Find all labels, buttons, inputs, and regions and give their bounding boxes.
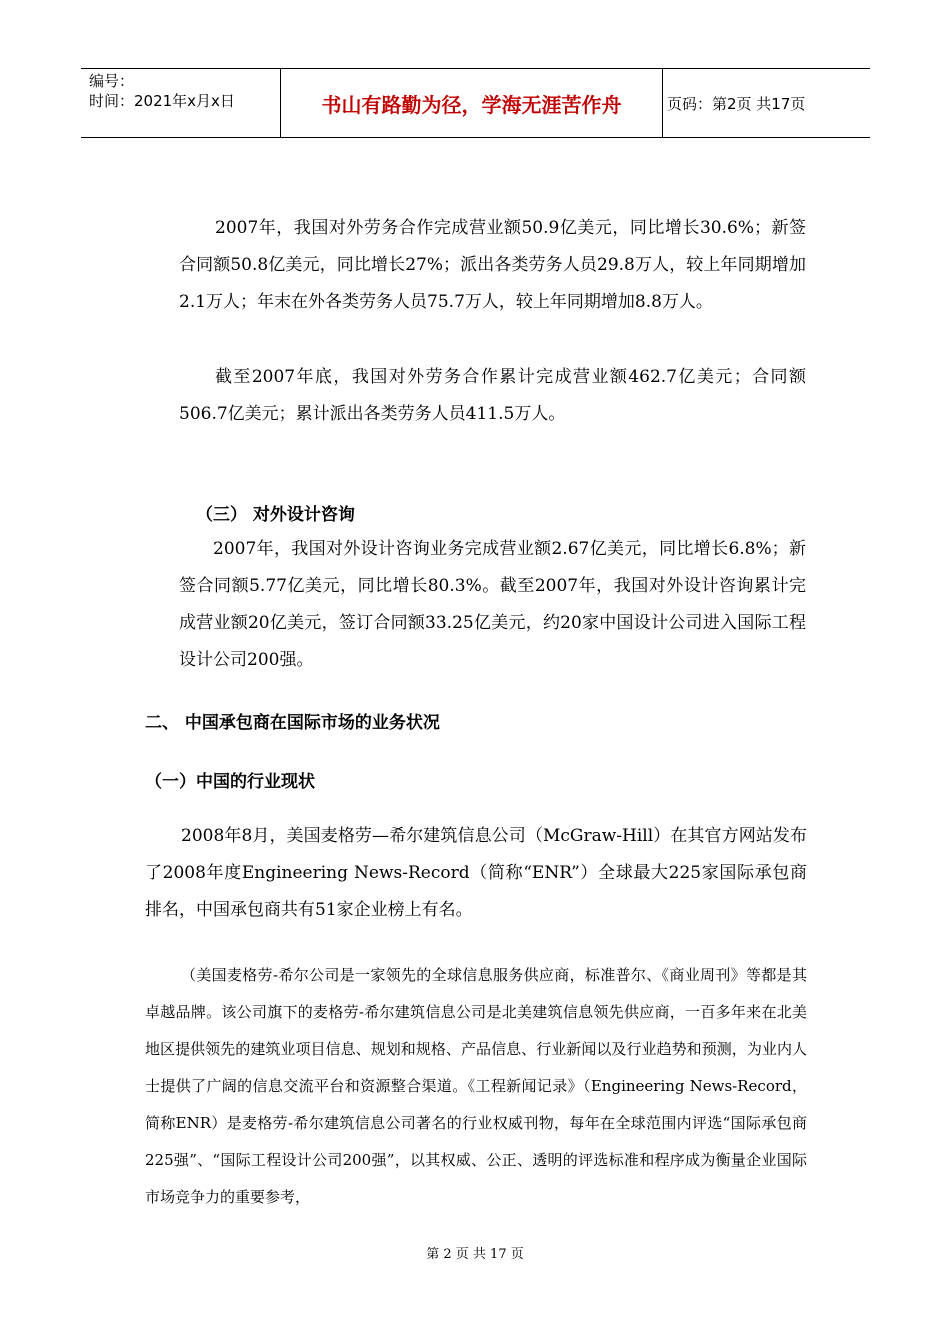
section-2-paragraph: 2008年8月，美国麦格劳—希尔建筑信息公司（McGraw-Hill）在其官方网站发布了2008年度Engineering News-Record（简称“ENR”）全球最大225家国际承包商排名，中国承包商共有51家企业榜上有名。 [145, 826, 807, 920]
document-number-label: 编号： [89, 72, 135, 90]
header-page-label: 页码：第2页 共17页 [667, 94, 806, 113]
mcgraw-hill-note: （美国麦格劳-希尔公司是一家领先的全球信息服务供应商，标准普尔、《商业周刊》等都是其卓越品牌。该公司旗下的麦格劳-希尔建筑信息公司是北美建筑信息领先供应商，一百多年来在北美地区提供领先的建筑业项目信息、规划和规格、产品信息、行业新闻以及行业趋势和预测，为业内人士提供了广阔的信息交流平台和资源整合渠道。《工程新闻记录》（Engineering News-Record，简称ENR）是麦格劳-希尔建筑信息公司著名的行业权威刊物，每年在全球范围内评选“国际承包商225强”、“国际工程设计公司200强”，以其权威、公正、透明的评选标准和程序成为衡量企业国际市场竞争力的重要参考， [145, 966, 807, 1206]
header-motto: 书山有路勤为径，学海无涯苦作舟 [281, 69, 663, 137]
section-2-heading: 二、 中国承包商在国际市场的业务状况 [145, 713, 440, 733]
document-date-label: 时间：2021年x月x日 [89, 92, 235, 110]
page-footer: 第 2 页 共 17 页 [426, 1247, 524, 1262]
page-header [81, 68, 870, 138]
section-2-subheading: （一）中国的行业现状 [145, 772, 315, 792]
labor-paragraph-2: 截至2007年底，我国对外劳务合作累计完成营业额462.7亿美元；合同额506.7亿美元；累计派出各类劳务人员411.5万人。 [179, 367, 806, 424]
header-meta [81, 69, 281, 137]
design-paragraph: 2007年，我国对外设计咨询业务完成营业额2.67亿美元，同比增长6.8%；新签合同额5.77亿美元，同比增长80.3%。截至2007年，我国对外设计咨询累计完成营业额20亿美元，签订合同额33.25亿美元，约20家中国设计公司进入国际工程设计公司200强。 [179, 539, 806, 670]
design-heading: （三） 对外设计咨询 [196, 505, 355, 525]
labor-paragraph-1: 2007年，我国对外劳务合作完成营业额50.9亿美元，同比增长30.6%；新签合同额50.8亿美元，同比增长27%；派出各类劳务人员29.8万人，较上年同期增加2.1万人；年末在外各类劳务人员75.7万人，较上年同期增加8.8万人。 [179, 218, 806, 312]
